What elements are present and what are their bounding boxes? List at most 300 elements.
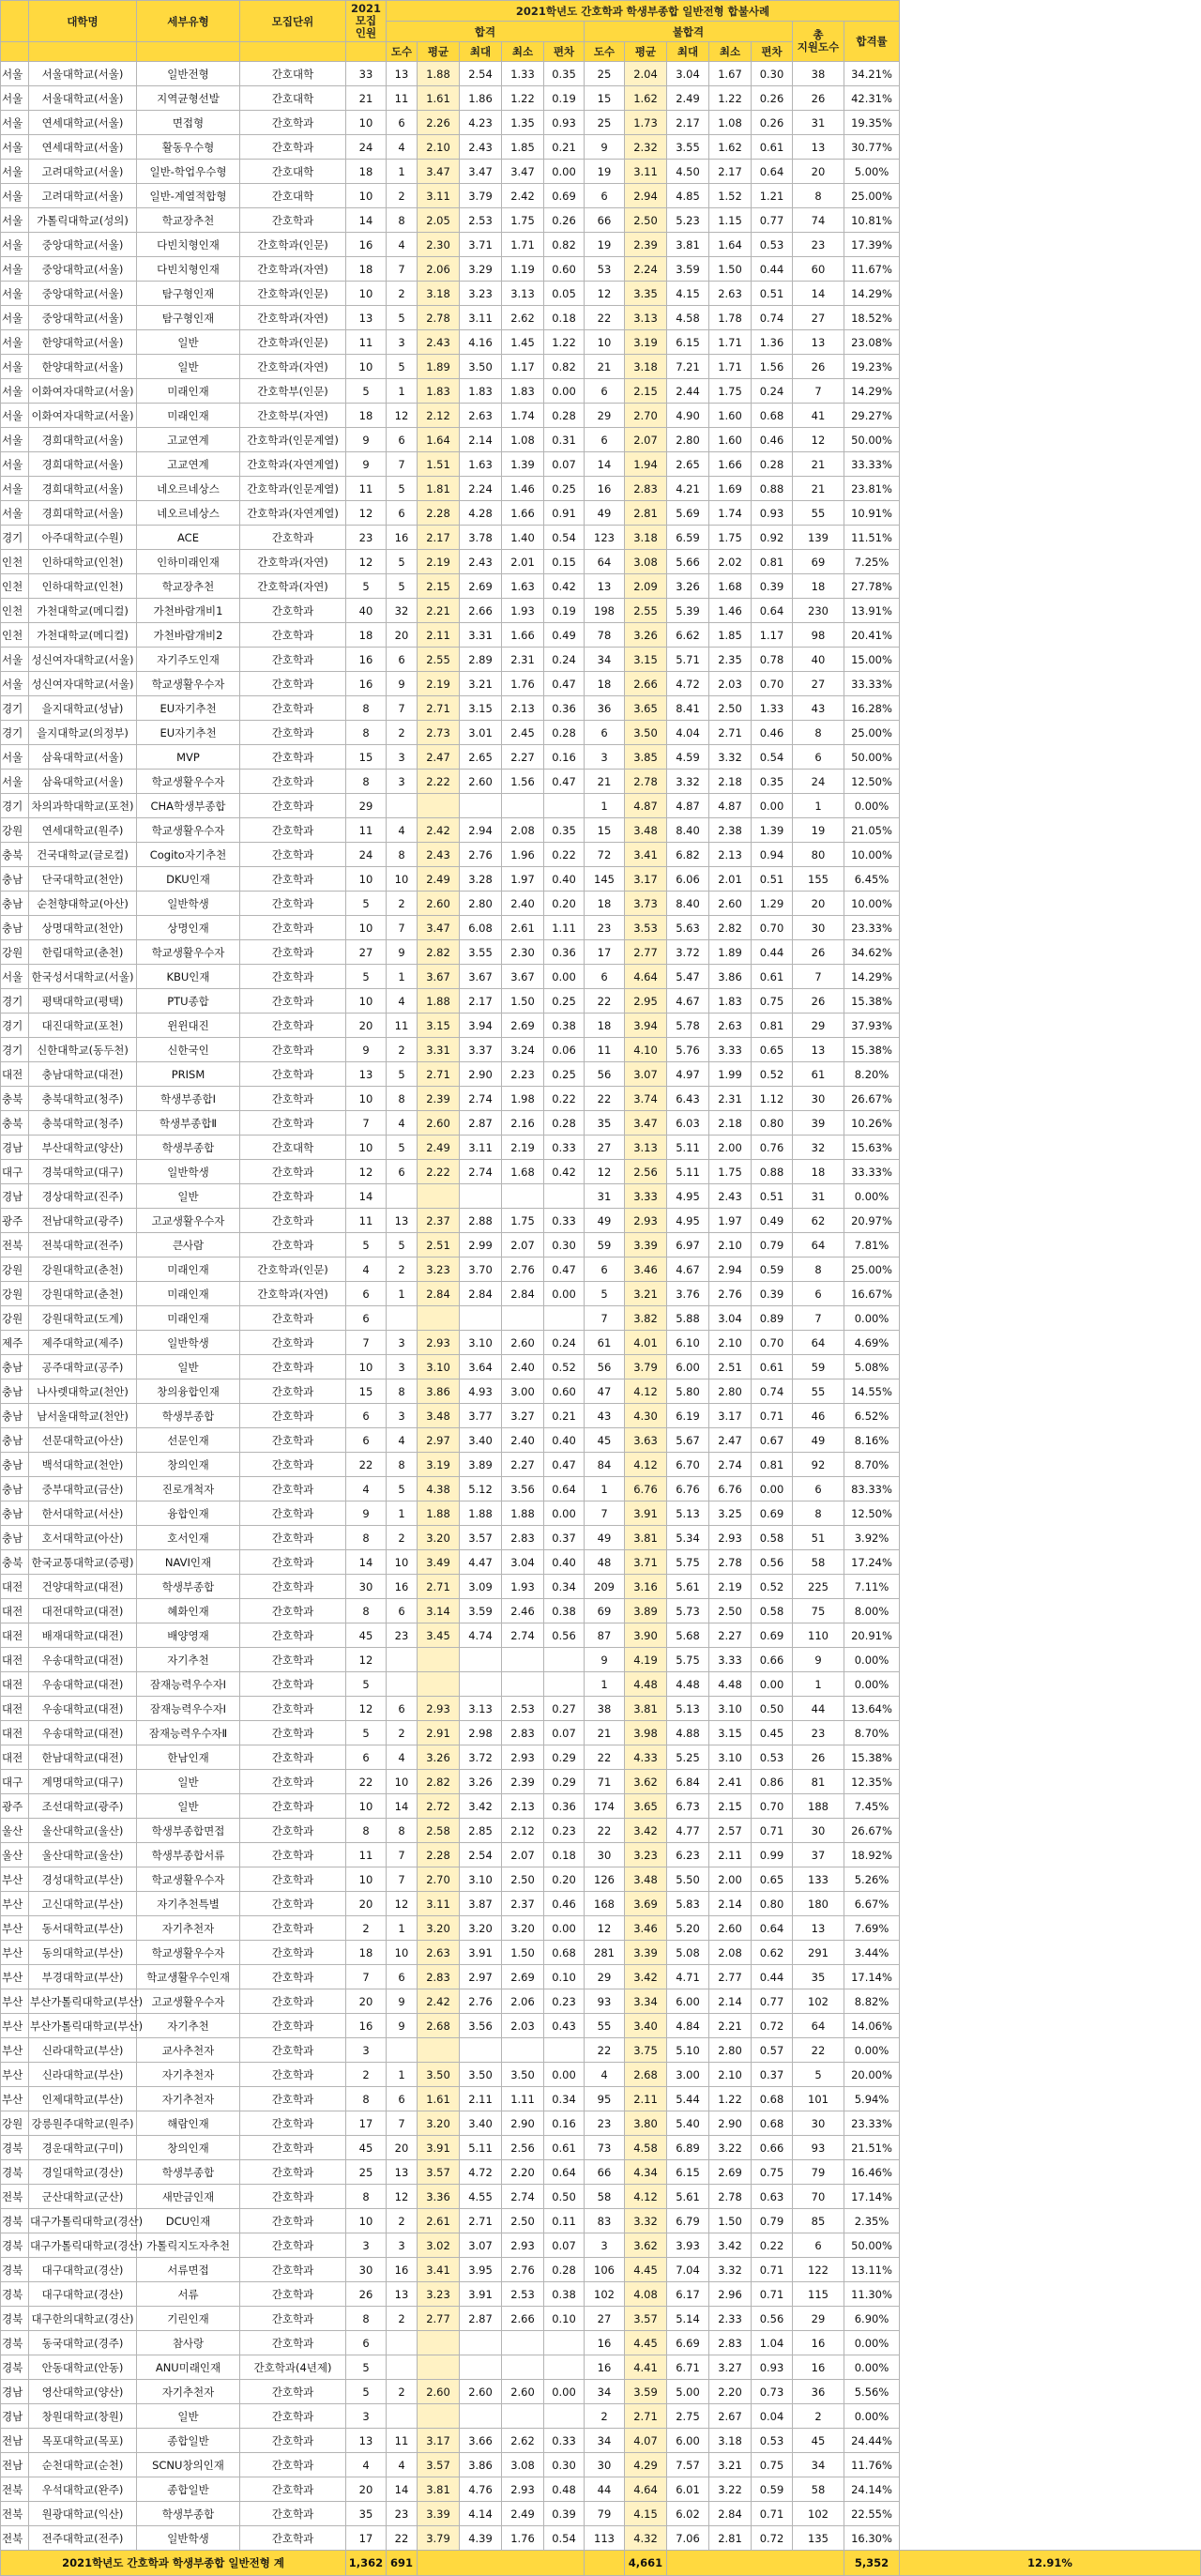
- cell-pass-dev: 0.52: [544, 1355, 585, 1379]
- cell-univ: 인제대학교(부산): [29, 2087, 137, 2111]
- cell-pass-avg: 1.89: [418, 355, 460, 379]
- cell-fail-count: 45: [585, 1428, 625, 1453]
- cell-fail-min: 3.10: [709, 1745, 752, 1770]
- cell-pass-avg: 1.81: [418, 477, 460, 501]
- cell-fail-count: 66: [585, 2160, 625, 2185]
- cell-pass-max: [460, 2038, 502, 2063]
- cell-quota: 10: [346, 282, 387, 306]
- cell-pass-min: 1.93: [502, 599, 544, 623]
- cell-rate: 18.92%: [844, 1843, 900, 1867]
- cell-pass-count: 8: [387, 1087, 418, 1111]
- cell-fail-min: 1.68: [709, 574, 752, 599]
- cell-pass-dev: 0.35: [544, 62, 585, 86]
- cell-unit: 간호학과: [240, 2233, 346, 2258]
- cell-fail-max: 7.57: [667, 2453, 709, 2477]
- cell-region: 부산: [1, 1941, 29, 1965]
- cell-pass-count: 7: [387, 1843, 418, 1867]
- cell-fail-min: 2.71: [709, 721, 752, 745]
- cell-pass-max: 1.88: [460, 1501, 502, 1526]
- cell-pass-avg: 3.36: [418, 2185, 460, 2209]
- cell-univ: 인하대학교(인천): [29, 550, 137, 574]
- cell-pass-max: 2.97: [460, 1965, 502, 1989]
- cell-pass-min: 2.83: [502, 1721, 544, 1745]
- cell-pass-avg: 3.20: [418, 2111, 460, 2136]
- cell-fail-dev: 0.26: [752, 86, 793, 111]
- cell-fail-dev: 0.86: [752, 1770, 793, 1794]
- cell-rate: 6.90%: [844, 2307, 900, 2331]
- cell-fail-dev: 0.00: [752, 1477, 793, 1501]
- cell-pass-max: 5.12: [460, 1477, 502, 1501]
- cell-rate: 0.00%: [844, 2404, 900, 2429]
- cell-pass-dev: 0.82: [544, 355, 585, 379]
- cell-unit: 간호학과: [240, 2526, 346, 2551]
- cell-fail-min: 3.33: [709, 1648, 752, 1672]
- cell-rate: 8.00%: [844, 1599, 900, 1623]
- cell-total-count: 101: [793, 2087, 844, 2111]
- cell-pass-dev: 0.25: [544, 477, 585, 501]
- cell-rate: 10.26%: [844, 1111, 900, 1136]
- cell-pass-dev: 0.11: [544, 2209, 585, 2233]
- cell-pass-count: 8: [387, 1379, 418, 1404]
- cell-type: 고교생활우수자: [137, 1989, 240, 2014]
- cell-pass-dev: 0.48: [544, 2477, 585, 2502]
- cell-region: 경남: [1, 1136, 29, 1160]
- cell-unit: 간호학과: [240, 843, 346, 867]
- table-row: [1, 1038, 1201, 1062]
- cell-quota: 8: [346, 770, 387, 794]
- cell-fail-avg: 4.58: [625, 2136, 667, 2160]
- cell-quota: 16: [346, 233, 387, 257]
- cell-fail-max: 4.71: [667, 1965, 709, 1989]
- cell-pass-min: [502, 2038, 544, 2063]
- cell-pass-max: 4.16: [460, 330, 502, 355]
- cell-type: 활동우수형: [137, 135, 240, 160]
- cell-fail-count: 16: [585, 2355, 625, 2380]
- cell-pass-dev: 0.34: [544, 1575, 585, 1599]
- cell-pass-min: 2.61: [502, 916, 544, 940]
- cell-pass-max: 3.50: [460, 2063, 502, 2087]
- cell-fail-min: 1.52: [709, 184, 752, 208]
- cell-pass-dev: 0.61: [544, 2136, 585, 2160]
- cell-rate: 33.33%: [844, 1160, 900, 1184]
- cell-univ: 강릉원주대학교(원주): [29, 2111, 137, 2136]
- cell-fail-dev: 0.75: [752, 2453, 793, 2477]
- cell-univ: 신한대학교(동두천): [29, 1038, 137, 1062]
- cell-fail-count: 21: [585, 1721, 625, 1745]
- cell-univ: 경희대학교(서울): [29, 428, 137, 452]
- table-row: [1, 989, 1201, 1014]
- total-pass-count: 691: [387, 2551, 418, 2576]
- cell-region: 서울: [1, 330, 29, 355]
- cell-pass-count: 5: [387, 550, 418, 574]
- cell-unit: 간호학과: [240, 1941, 346, 1965]
- cell-unit: 간호학과: [240, 1428, 346, 1453]
- cell-rate: 15.63%: [844, 1136, 900, 1160]
- cell-univ: 동서대학교(부산): [29, 1916, 137, 1941]
- cell-pass-min: 1.74: [502, 404, 544, 428]
- cell-fail-dev: 1.33: [752, 696, 793, 721]
- cell-unit: 간호학과: [240, 2258, 346, 2282]
- cell-rate: 19.23%: [844, 355, 900, 379]
- cell-fail-max: 5.11: [667, 1160, 709, 1184]
- cell-fail-dev: 0.58: [752, 1526, 793, 1550]
- cell-type: 미래인재: [137, 1258, 240, 1282]
- table-row: [1, 2453, 1201, 2477]
- cell-fail-count: 71: [585, 1770, 625, 1794]
- table-header: [1, 1, 1201, 62]
- cell-fail-avg: 3.48: [625, 818, 667, 843]
- cell-pass-avg: 3.41: [418, 2258, 460, 2282]
- cell-fail-max: 5.20: [667, 1916, 709, 1941]
- cell-fail-count: 84: [585, 1453, 625, 1477]
- cell-quota: 11: [346, 1843, 387, 1867]
- cell-fail-max: 5.47: [667, 965, 709, 989]
- cell-pass-avg: 3.17: [418, 2429, 460, 2453]
- table-row: [1, 696, 1201, 721]
- cell-rate: 6.45%: [844, 867, 900, 892]
- cell-rate: 24.44%: [844, 2429, 900, 2453]
- cell-fail-min: 2.02: [709, 550, 752, 574]
- cell-pass-count: 4: [387, 2453, 418, 2477]
- cell-fail-min: 2.96: [709, 2282, 752, 2307]
- cell-fail-min: 2.84: [709, 2502, 752, 2526]
- cell-fail-min: 2.50: [709, 1599, 752, 1623]
- cell-univ: 중앙대학교(서울): [29, 257, 137, 282]
- cell-univ: 강원대학교(춘천): [29, 1282, 137, 1306]
- cell-fail-max: 2.80: [667, 428, 709, 452]
- cell-fail-dev: 0.63: [752, 2185, 793, 2209]
- cell-region: 충남: [1, 1526, 29, 1550]
- table-row: [1, 1916, 1201, 1941]
- cell-pass-count: 20: [387, 2136, 418, 2160]
- cell-total-count: 26: [793, 940, 844, 965]
- cell-rate: 25.00%: [844, 1258, 900, 1282]
- cell-unit: 간호학과: [240, 2380, 346, 2404]
- cell-pass-min: 1.76: [502, 2526, 544, 2551]
- cell-univ: 강원대학교(춘천): [29, 1258, 137, 1282]
- cell-total-count: 8: [793, 721, 844, 745]
- cell-region: 충북: [1, 1111, 29, 1136]
- cell-pass-count: 10: [387, 1550, 418, 1575]
- cell-total-count: 60: [793, 257, 844, 282]
- cell-quota: 16: [346, 672, 387, 696]
- cell-fail-avg: 2.24: [625, 257, 667, 282]
- cell-pass-dev: 0.39: [544, 2502, 585, 2526]
- cell-rate: 0.00%: [844, 2331, 900, 2355]
- cell-fail-dev: 0.92: [752, 526, 793, 550]
- table-row: [1, 2307, 1201, 2331]
- cell-pass-min: 2.08: [502, 818, 544, 843]
- cell-fail-max: 6.43: [667, 1087, 709, 1111]
- cell-fail-dev: 0.35: [752, 770, 793, 794]
- table-row: [1, 2063, 1201, 2087]
- cell-unit: 간호학과: [240, 1697, 346, 1721]
- cell-type: 학교생활우수자: [137, 770, 240, 794]
- cell-fail-max: 5.63: [667, 916, 709, 940]
- cell-pass-count: 4: [387, 1111, 418, 1136]
- table-row: [1, 2331, 1201, 2355]
- cell-total-count: 13: [793, 1916, 844, 1941]
- cell-total-count: 7: [793, 1306, 844, 1331]
- cell-pass-count: [387, 2355, 418, 2380]
- cell-pass-dev: [544, 1184, 585, 1209]
- cell-pass-dev: 0.28: [544, 721, 585, 745]
- cell-region: 부산: [1, 1916, 29, 1941]
- cell-rate: 7.25%: [844, 550, 900, 574]
- cell-pass-max: [460, 2355, 502, 2380]
- cell-pass-avg: 2.49: [418, 867, 460, 892]
- cell-pass-max: 2.54: [460, 1843, 502, 1867]
- cell-type: 자기추천자: [137, 2063, 240, 2087]
- cell-quota: 2: [346, 1916, 387, 1941]
- cell-fail-max: 6.73: [667, 1794, 709, 1819]
- cell-region: 경기: [1, 721, 29, 745]
- header-pass-avg: 평균: [418, 42, 460, 62]
- cell-fail-max: 4.58: [667, 306, 709, 330]
- cell-univ: 대전대학교(대전): [29, 1599, 137, 1623]
- cell-pass-min: 2.01: [502, 550, 544, 574]
- cell-region: 서울: [1, 452, 29, 477]
- cell-pass-min: 2.16: [502, 1111, 544, 1136]
- cell-rate: 23.81%: [844, 477, 900, 501]
- cell-quota: 6: [346, 1404, 387, 1428]
- cell-rate: 10.00%: [844, 892, 900, 916]
- cell-pass-dev: 0.69: [544, 184, 585, 208]
- total-blank: [418, 2551, 585, 2576]
- cell-fail-count: 16: [585, 477, 625, 501]
- cell-region: 광주: [1, 1794, 29, 1819]
- cell-pass-avg: 2.60: [418, 892, 460, 916]
- cell-rate: 10.00%: [844, 843, 900, 867]
- cell-unit: 간호학과: [240, 1184, 346, 1209]
- cell-pass-dev: 0.00: [544, 2380, 585, 2404]
- cell-pass-min: 2.07: [502, 1843, 544, 1867]
- cell-pass-max: 2.84: [460, 1282, 502, 1306]
- cell-fail-count: 18: [585, 672, 625, 696]
- cell-pass-min: 1.88: [502, 1501, 544, 1526]
- cell-total-count: 23: [793, 1721, 844, 1745]
- cell-fail-dev: 0.73: [752, 2380, 793, 2404]
- cell-pass-max: 2.89: [460, 648, 502, 672]
- cell-total-count: 64: [793, 1233, 844, 1258]
- cell-total-count: 62: [793, 1209, 844, 1233]
- cell-fail-min: 2.35: [709, 648, 752, 672]
- cell-type: 종합일반: [137, 2477, 240, 2502]
- cell-type: 일반: [137, 1794, 240, 1819]
- header-quota: 2021 모집 인원: [346, 1, 387, 42]
- cell-pass-min: [502, 1306, 544, 1331]
- cell-pass-dev: 0.47: [544, 1258, 585, 1282]
- cell-univ: 나사렛대학교(천안): [29, 1379, 137, 1404]
- cell-fail-min: 2.63: [709, 1014, 752, 1038]
- cell-total-count: 21: [793, 477, 844, 501]
- cell-pass-dev: 0.42: [544, 574, 585, 599]
- cell-pass-count: 1: [387, 160, 418, 184]
- cell-total-count: 98: [793, 623, 844, 648]
- cell-univ: 호서대학교(아산): [29, 1526, 137, 1550]
- cell-univ: 선문대학교(아산): [29, 1428, 137, 1453]
- cell-quota: 6: [346, 1745, 387, 1770]
- cell-pass-avg: [418, 1648, 460, 1672]
- cell-pass-avg: 3.15: [418, 1014, 460, 1038]
- cell-fail-max: 5.66: [667, 550, 709, 574]
- cell-pass-dev: 0.33: [544, 1136, 585, 1160]
- cell-pass-max: 2.87: [460, 1111, 502, 1136]
- cell-rate: 17.24%: [844, 1550, 900, 1575]
- cell-pass-avg: 2.37: [418, 1209, 460, 1233]
- cell-region: 서울: [1, 770, 29, 794]
- cell-pass-count: 14: [387, 2477, 418, 2502]
- cell-type: 일반: [137, 1355, 240, 1379]
- cell-pass-dev: 0.60: [544, 257, 585, 282]
- table-row: [1, 1672, 1201, 1697]
- cell-fail-dev: 0.65: [752, 1038, 793, 1062]
- cell-pass-count: 1: [387, 1501, 418, 1526]
- cell-pass-count: 9: [387, 672, 418, 696]
- cell-unit: 간호대학: [240, 1136, 346, 1160]
- cell-fail-min: 2.18: [709, 1111, 752, 1136]
- cell-fail-dev: 0.52: [752, 1062, 793, 1087]
- cell-pass-max: 2.69: [460, 574, 502, 599]
- cell-type: 자기추천자: [137, 2380, 240, 2404]
- cell-total-count: 18: [793, 574, 844, 599]
- cell-fail-count: 17: [585, 940, 625, 965]
- cell-pass-avg: 3.57: [418, 2160, 460, 2185]
- cell-region: 대구: [1, 1160, 29, 1184]
- cell-fail-max: 5.00: [667, 2380, 709, 2404]
- cell-pass-min: 2.93: [502, 2477, 544, 2502]
- cell-univ: 목포대학교(목포): [29, 2429, 137, 2453]
- header-fail-avg: 평균: [625, 42, 667, 62]
- cell-fail-max: 6.71: [667, 2355, 709, 2380]
- cell-unit: 간호학과: [240, 2111, 346, 2136]
- cell-univ: 서울대학교(서울): [29, 86, 137, 111]
- cell-region: 부산: [1, 1867, 29, 1892]
- cell-region: 경기: [1, 794, 29, 818]
- cell-pass-count: 2: [387, 1038, 418, 1062]
- cell-rate: 24.14%: [844, 2477, 900, 2502]
- cell-pass-max: 3.86: [460, 2453, 502, 2477]
- cell-fail-dev: 1.36: [752, 330, 793, 355]
- cell-fail-dev: 0.30: [752, 62, 793, 86]
- cell-region: 서울: [1, 111, 29, 135]
- cell-fail-max: 4.87: [667, 794, 709, 818]
- cell-pass-dev: 0.22: [544, 843, 585, 867]
- cell-pass-avg: 2.77: [418, 2307, 460, 2331]
- cell-fail-min: 1.22: [709, 2087, 752, 2111]
- cell-fail-dev: 0.26: [752, 111, 793, 135]
- cell-fail-max: 5.13: [667, 1501, 709, 1526]
- table-row: [1, 745, 1201, 770]
- cell-fail-min: 2.27: [709, 1623, 752, 1648]
- cell-pass-dev: 1.11: [544, 916, 585, 940]
- cell-total-count: 16: [793, 2355, 844, 2380]
- cell-univ: 고려대학교(서울): [29, 184, 137, 208]
- cell-total-count: 1: [793, 794, 844, 818]
- cell-total-count: 70: [793, 2185, 844, 2209]
- cell-fail-count: 93: [585, 1989, 625, 2014]
- cell-pass-count: 8: [387, 1819, 418, 1843]
- cell-total-count: 19: [793, 818, 844, 843]
- cell-total-count: 41: [793, 404, 844, 428]
- cell-rate: 50.00%: [844, 2233, 900, 2258]
- cell-unit: 간호학과: [240, 1209, 346, 1233]
- cell-fail-max: 7.06: [667, 2526, 709, 2551]
- cell-unit: 간호학과: [240, 2014, 346, 2038]
- cell-total-count: 180: [793, 1892, 844, 1916]
- cell-pass-count: 5: [387, 1233, 418, 1258]
- table-row: [1, 1087, 1201, 1111]
- cell-fail-count: 13: [585, 574, 625, 599]
- cell-pass-count: 7: [387, 916, 418, 940]
- cell-pass-avg: 3.02: [418, 2233, 460, 2258]
- cell-fail-dev: 1.12: [752, 1087, 793, 1111]
- cell-fail-min: 2.10: [709, 1233, 752, 1258]
- cell-quota: 6: [346, 1306, 387, 1331]
- cell-quota: 7: [346, 1965, 387, 1989]
- table-row: [1, 672, 1201, 696]
- cell-fail-max: 5.67: [667, 1428, 709, 1453]
- cell-pass-count: 9: [387, 2014, 418, 2038]
- cell-rate: 15.38%: [844, 1745, 900, 1770]
- cell-fail-dev: 0.04: [752, 2404, 793, 2429]
- cell-fail-min: 1.89: [709, 940, 752, 965]
- cell-pass-avg: 1.51: [418, 452, 460, 477]
- cell-type: 일반: [137, 1184, 240, 1209]
- cell-pass-max: 3.94: [460, 1014, 502, 1038]
- cell-univ: 우송대학교(대전): [29, 1697, 137, 1721]
- cell-univ: 한남대학교(대전): [29, 1745, 137, 1770]
- cell-region: 경기: [1, 989, 29, 1014]
- cell-fail-dev: 0.54: [752, 745, 793, 770]
- cell-unit: 간호학과: [240, 1038, 346, 1062]
- cell-fail-min: 3.32: [709, 745, 752, 770]
- cell-type: 학생부종합: [137, 2502, 240, 2526]
- cell-pass-min: 2.74: [502, 2185, 544, 2209]
- cell-fail-avg: 3.18: [625, 526, 667, 550]
- table-row: [1, 940, 1201, 965]
- table-row: [1, 1453, 1201, 1477]
- cell-rate: 8.70%: [844, 1453, 900, 1477]
- cell-pass-count: 6: [387, 1965, 418, 1989]
- cell-region: 서울: [1, 745, 29, 770]
- cell-pass-dev: 0.07: [544, 1721, 585, 1745]
- cell-unit: 간호학과: [240, 648, 346, 672]
- cell-fail-dev: 0.89: [752, 1306, 793, 1331]
- cell-fail-avg: 3.75: [625, 2038, 667, 2063]
- cell-fail-max: 3.59: [667, 257, 709, 282]
- cell-unit: 간호학과(자연계열): [240, 501, 346, 526]
- cell-fail-dev: 0.64: [752, 599, 793, 623]
- cell-fail-max: 5.75: [667, 1648, 709, 1672]
- cell-region: 경북: [1, 2258, 29, 2282]
- cell-univ: 이화여자대학교(서울): [29, 379, 137, 404]
- cell-pass-min: 2.84: [502, 1282, 544, 1306]
- cell-region: 충남: [1, 1477, 29, 1501]
- cell-type: 한남인재: [137, 1745, 240, 1770]
- cell-fail-avg: 4.12: [625, 1453, 667, 1477]
- cell-univ: 남서울대학교(천안): [29, 1404, 137, 1428]
- cell-total-count: 6: [793, 1477, 844, 1501]
- cell-fail-count: 1: [585, 1672, 625, 1697]
- cell-fail-min: 2.63: [709, 282, 752, 306]
- cell-unit: 간호학과: [240, 2087, 346, 2111]
- cell-pass-avg: 2.91: [418, 1721, 460, 1745]
- cell-total-count: 31: [793, 111, 844, 135]
- cell-fail-min: 2.67: [709, 2404, 752, 2429]
- cell-pass-dev: 0.25: [544, 1062, 585, 1087]
- cell-pass-max: 3.91: [460, 2282, 502, 2307]
